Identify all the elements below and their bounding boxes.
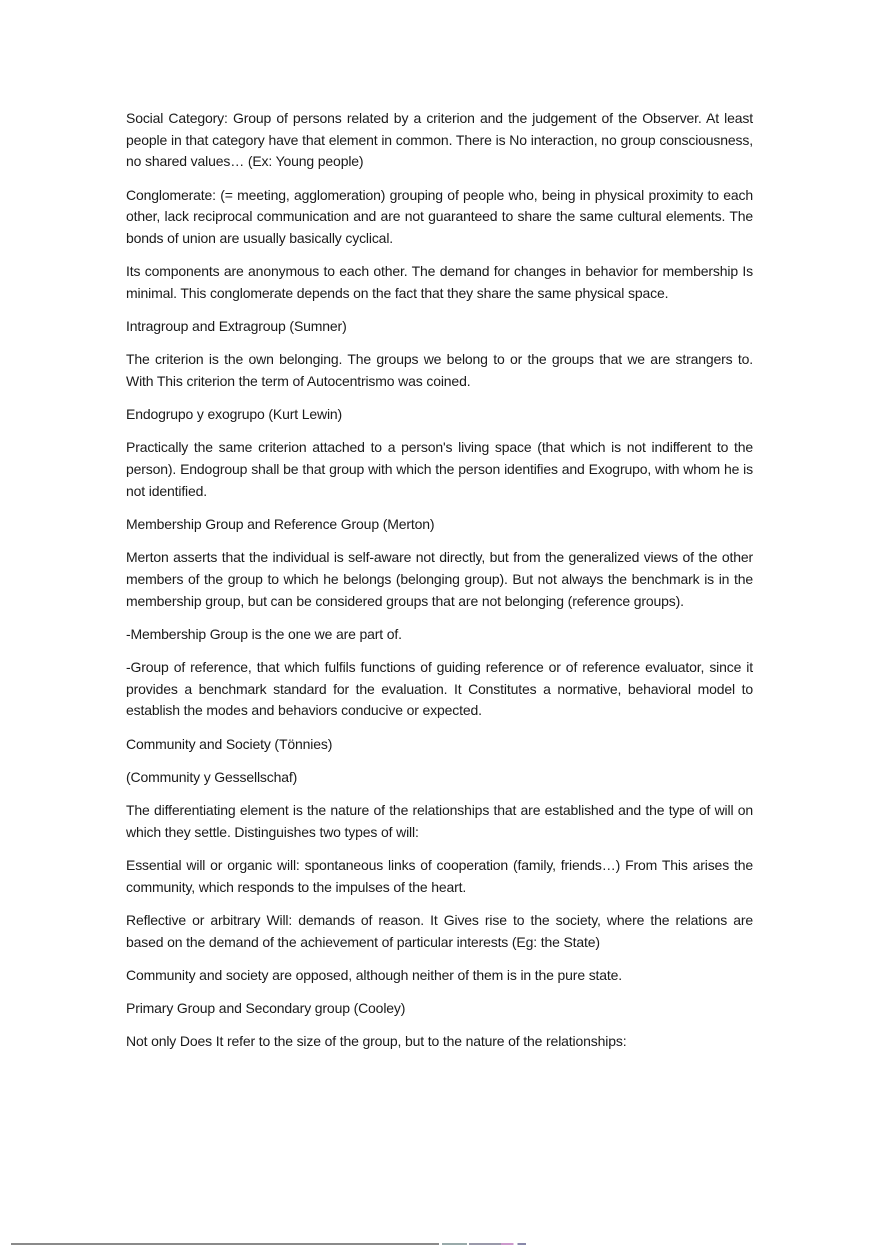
- paragraph-gessellschaf: (Community y Gessellschaf): [126, 768, 298, 785]
- paragraph-differentiating: The differentiating element is the nature of the relationships that are established and the type of will on which they settle. Distinguishes two types of will:: [126, 802, 753, 840]
- paragraph-merton: Merton asserts that the individual is self-aware not directly, but from the generalized views of the other members of the group to which he belongs (belonging group). But not always the benchmark is in the membership group, but can be considered groups that are not belonging (reference groups).: [126, 549, 753, 609]
- paragraph-components: Its components are anonymous to each other. The demand for changes in behavior for membership Is minimal. This conglomerate depends on the fact that they share the same physical space.: [126, 263, 753, 301]
- heading-primary-secondary: Primary Group and Secondary group (Cooley): [126, 1000, 406, 1016]
- heading-endogrupo: Endogrupo y exogrupo (Kurt Lewin): [126, 406, 343, 423]
- paragraph-conglomerate: Conglomerate: (= meeting, agglomeration) grouping of people who, being in physical proximity to each other, lack reciprocal communication and are not guaranteed to share the same cultural elements. The bonds of union are usually basically cyclical.: [126, 186, 753, 247]
- paragraph-criterion: The criterion is the own belonging. The groups we belong to or the groups that we are strangers to. With This criterion the term of Autocentrismo was coined.: [126, 351, 753, 390]
- heading-intragroup: Intragroup and Extragroup (Sumner): [126, 318, 347, 335]
- paragraph-reference-group: -Group of reference, that which fulfils functions of guiding reference or of reference evaluator, since it provides a benchmark standard for the evaluation. It Constitutes a normative, behavioral model to establish the modes and behaviors conducive or expected.: [126, 659, 753, 719]
- paragraph-reflective-will: Reflective or arbitrary Will: demands of reason. It Gives rise to the society, where the relations are based on the demand of the achievement of particular interests (Eg: the State): [126, 911, 753, 950]
- document-page: [126, 108, 753, 1064]
- heading-community-society: Community and Society (Tönnies): [126, 735, 333, 752]
- paragraph-membership-group: -Membership Group is the one we are part of.: [126, 625, 402, 642]
- paragraph-essential-will: Essential will or organic will: spontaneous links of cooperation (family, friends…) From This arises the community, which responds to the impulses of the heart.: [126, 856, 753, 895]
- paragraph-not-only: Not only Does It refer to the size of the group, but to the nature of the relationships:: [126, 1033, 627, 1050]
- footer-marks: [442, 1243, 526, 1245]
- footer-divider: [11, 1243, 439, 1245]
- paragraph-opposed: Community and society are opposed, although neither of them is in the pure state.: [126, 966, 623, 983]
- heading-membership-reference: Membership Group and Reference Group (Merton): [126, 516, 435, 533]
- paragraph-living-space: Practically the same criterion attached to a person's living space (that which is not indifferent to the person). Endogroup shall be that group with which the person identifies and Exogrupo, with whom he is not identified.: [126, 439, 753, 499]
- paragraph-social-category: Social Category: Group of persons related by a criterion and the judgement of the Observer. At least people in that category have that element in common. There is No interaction, no group consciousness, no shared values… (Ex: Young people): [126, 110, 753, 170]
